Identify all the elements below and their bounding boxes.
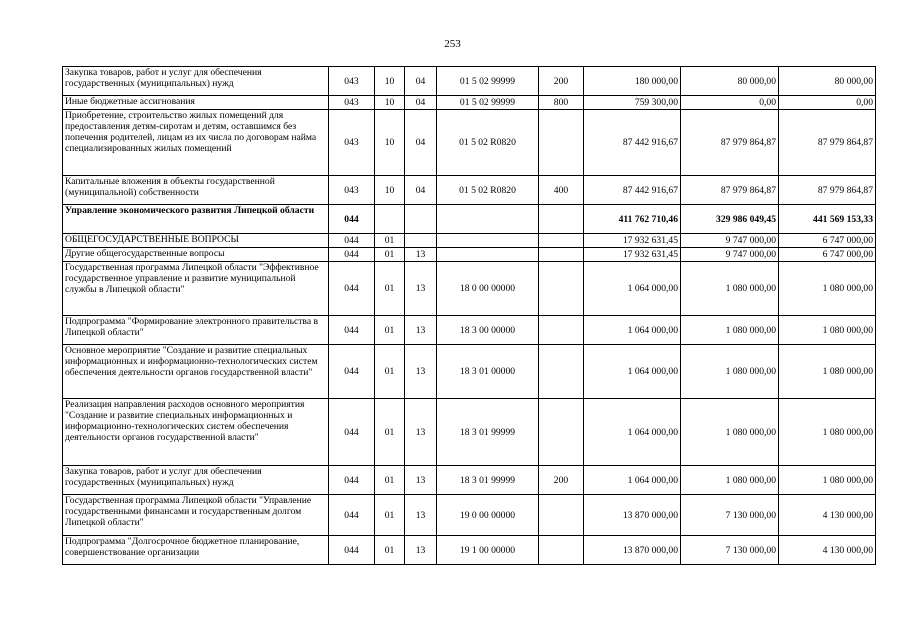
row-subsection-cell: 13: [405, 466, 437, 495]
row-amount-year2-cell: 80 000,00: [681, 67, 779, 96]
row-target-article-cell: 01 5 02 99999: [437, 96, 539, 110]
row-section-cell: 01: [375, 262, 405, 316]
row-amount-year3-cell: 4 130 000,00: [779, 495, 876, 536]
row-subsection-cell: 04: [405, 110, 437, 176]
table-row: [63, 110, 876, 176]
row-amount-year1-cell: 17 932 631,45: [584, 248, 681, 262]
row-subsection-cell: 04: [405, 176, 437, 205]
row-name-cell: ОБЩЕГОСУДАРСТВЕННЫЕ ВОПРОСЫ: [63, 234, 329, 248]
row-amount-year3-cell: 1 080 000,00: [779, 262, 876, 316]
row-name-cell: Подпрограмма "Формирование электронного правительства в Липецкой области": [63, 316, 329, 345]
table-row: [63, 96, 876, 110]
row-ministry-code-cell: 044: [329, 466, 375, 495]
row-target-article-cell: 18 3 01 00000: [437, 345, 539, 399]
row-ministry-code-cell: 044: [329, 205, 375, 234]
row-amount-year1-cell: 1 064 000,00: [584, 262, 681, 316]
row-amount-year1-cell: 13 870 000,00: [584, 536, 681, 565]
table-row: [63, 536, 876, 565]
row-name-cell: Закупка товаров, работ и услуг для обеспечения государственных (муниципальных) нужд: [63, 466, 329, 495]
row-amount-year2-cell: 9 747 000,00: [681, 234, 779, 248]
table-row: [63, 248, 876, 262]
row-amount-year1-cell: 17 932 631,45: [584, 234, 681, 248]
row-subsection-cell: 13: [405, 345, 437, 399]
row-expense-type-cell: [539, 316, 584, 345]
row-ministry-code-cell: 044: [329, 262, 375, 316]
row-expense-type-cell: 200: [539, 466, 584, 495]
row-ministry-code-cell: 044: [329, 345, 375, 399]
row-amount-year2-cell: 7 130 000,00: [681, 495, 779, 536]
row-subsection-cell: 13: [405, 495, 437, 536]
row-target-article-cell: 18 0 00 00000: [437, 262, 539, 316]
row-section-cell: 01: [375, 536, 405, 565]
row-amount-year2-cell: 1 080 000,00: [681, 345, 779, 399]
row-section-cell: [375, 205, 405, 234]
row-amount-year2-cell: 87 979 864,87: [681, 176, 779, 205]
table-row: [63, 495, 876, 536]
row-amount-year2-cell: 0,00: [681, 96, 779, 110]
row-name-cell: Управление экономического развития Липецкой области: [63, 205, 329, 234]
row-subsection-cell: 04: [405, 67, 437, 96]
row-subsection-cell: 04: [405, 96, 437, 110]
row-section-cell: 01: [375, 495, 405, 536]
row-subsection-cell: 13: [405, 399, 437, 466]
row-expense-type-cell: [539, 205, 584, 234]
row-ministry-code-cell: 043: [329, 67, 375, 96]
row-ministry-code-cell: 043: [329, 96, 375, 110]
row-expense-type-cell: 800: [539, 96, 584, 110]
row-target-article-cell: 01 5 02 R0820: [437, 176, 539, 205]
table-row: [63, 234, 876, 248]
row-section-cell: 10: [375, 176, 405, 205]
row-amount-year3-cell: 6 747 000,00: [779, 234, 876, 248]
row-section-cell: 10: [375, 110, 405, 176]
row-ministry-code-cell: 044: [329, 248, 375, 262]
row-expense-type-cell: 400: [539, 176, 584, 205]
row-name-cell: Подпрограмма "Долгосрочное бюджетное планирование, совершенствование организации: [63, 536, 329, 565]
row-target-article-cell: 18 3 00 00000: [437, 316, 539, 345]
row-name-cell: Другие общегосударственные вопросы: [63, 248, 329, 262]
row-target-article-cell: 18 3 01 99999: [437, 466, 539, 495]
row-target-article-cell: 01 5 02 99999: [437, 67, 539, 96]
row-amount-year3-cell: 80 000,00: [779, 67, 876, 96]
row-subsection-cell: [405, 205, 437, 234]
row-target-article-cell: [437, 234, 539, 248]
row-amount-year1-cell: 1 064 000,00: [584, 316, 681, 345]
row-amount-year3-cell: 87 979 864,87: [779, 110, 876, 176]
row-amount-year1-cell: 759 300,00: [584, 96, 681, 110]
row-expense-type-cell: [539, 248, 584, 262]
row-section-cell: 01: [375, 316, 405, 345]
row-expense-type-cell: [539, 536, 584, 565]
row-target-article-cell: 01 5 02 R0820: [437, 110, 539, 176]
row-target-article-cell: 19 1 00 00000: [437, 536, 539, 565]
row-name-cell: Государственная программа Липецкой области "Эффективное государственное управление и развитие муниципальной службы в Липецкой области": [63, 262, 329, 316]
row-ministry-code-cell: 044: [329, 316, 375, 345]
row-amount-year3-cell: 87 979 864,87: [779, 176, 876, 205]
row-section-cell: 01: [375, 234, 405, 248]
table-row: [63, 316, 876, 345]
row-amount-year3-cell: 6 747 000,00: [779, 248, 876, 262]
row-amount-year3-cell: 0,00: [779, 96, 876, 110]
table-row: [63, 205, 876, 234]
row-subsection-cell: 13: [405, 536, 437, 565]
row-amount-year1-cell: 13 870 000,00: [584, 495, 681, 536]
row-ministry-code-cell: 044: [329, 536, 375, 565]
row-target-article-cell: [437, 248, 539, 262]
row-target-article-cell: 19 0 00 00000: [437, 495, 539, 536]
row-ministry-code-cell: 043: [329, 110, 375, 176]
row-ministry-code-cell: 043: [329, 176, 375, 205]
row-expense-type-cell: [539, 262, 584, 316]
row-target-article-cell: [437, 205, 539, 234]
table-row: [63, 67, 876, 96]
row-section-cell: 10: [375, 67, 405, 96]
row-amount-year3-cell: 4 130 000,00: [779, 536, 876, 565]
row-name-cell: Закупка товаров, работ и услуг для обеспечения государственных (муниципальных) нужд: [63, 67, 329, 96]
row-name-cell: Реализация направления расходов основного мероприятия "Создание и развитие специальных информационных и информационно-технологических систем обеспечения деятельности органов государственной власти": [63, 399, 329, 466]
row-ministry-code-cell: 044: [329, 495, 375, 536]
row-name-cell: Приобретение, строительство жилых помещений для предоставления детям-сиротам и детям, оставшимся без попечения родителей, лицам из их числа по договорам найма специализированных жилых помещений: [63, 110, 329, 176]
row-expense-type-cell: [539, 495, 584, 536]
row-amount-year1-cell: 87 442 916,67: [584, 176, 681, 205]
row-amount-year3-cell: 441 569 153,33: [779, 205, 876, 234]
row-amount-year1-cell: 1 064 000,00: [584, 345, 681, 399]
row-name-cell: Основное мероприятие "Создание и развитие специальных информационных и информационно-технологических систем обеспечения деятельности органов государственной власти": [63, 345, 329, 399]
row-ministry-code-cell: 044: [329, 399, 375, 466]
row-amount-year2-cell: 1 080 000,00: [681, 316, 779, 345]
row-name-cell: Государственная программа Липецкой области "Управление государственными финансами и государственным долгом Липецкой области": [63, 495, 329, 536]
row-amount-year3-cell: 1 080 000,00: [779, 466, 876, 495]
row-amount-year2-cell: 1 080 000,00: [681, 399, 779, 466]
row-expense-type-cell: 200: [539, 67, 584, 96]
row-amount-year2-cell: 87 979 864,87: [681, 110, 779, 176]
row-amount-year2-cell: 9 747 000,00: [681, 248, 779, 262]
row-expense-type-cell: [539, 399, 584, 466]
row-subsection-cell: 13: [405, 262, 437, 316]
table-row: [63, 345, 876, 399]
row-amount-year1-cell: 411 762 710,46: [584, 205, 681, 234]
row-target-article-cell: 18 3 01 99999: [437, 399, 539, 466]
row-expense-type-cell: [539, 345, 584, 399]
row-amount-year3-cell: 1 080 000,00: [779, 399, 876, 466]
row-subsection-cell: [405, 234, 437, 248]
row-amount-year1-cell: 87 442 916,67: [584, 110, 681, 176]
page-number: 253: [444, 38, 461, 50]
row-section-cell: 01: [375, 466, 405, 495]
budget-table: [62, 66, 876, 565]
row-amount-year1-cell: 180 000,00: [584, 67, 681, 96]
row-expense-type-cell: [539, 110, 584, 176]
row-name-cell: Иные бюджетные ассигнования: [63, 96, 329, 110]
table-row: [63, 262, 876, 316]
row-name-cell: Капитальные вложения в объекты государственной (муниципальной) собственности: [63, 176, 329, 205]
table-row: [63, 176, 876, 205]
row-amount-year1-cell: 1 064 000,00: [584, 466, 681, 495]
row-section-cell: 10: [375, 96, 405, 110]
row-section-cell: 01: [375, 248, 405, 262]
row-amount-year3-cell: 1 080 000,00: [779, 316, 876, 345]
row-section-cell: 01: [375, 345, 405, 399]
row-amount-year1-cell: 1 064 000,00: [584, 399, 681, 466]
row-amount-year2-cell: 1 080 000,00: [681, 262, 779, 316]
row-section-cell: 01: [375, 399, 405, 466]
row-amount-year2-cell: 7 130 000,00: [681, 536, 779, 565]
row-amount-year2-cell: 329 986 049,45: [681, 205, 779, 234]
row-ministry-code-cell: 044: [329, 234, 375, 248]
row-subsection-cell: 13: [405, 316, 437, 345]
row-amount-year3-cell: 1 080 000,00: [779, 345, 876, 399]
row-subsection-cell: 13: [405, 248, 437, 262]
table-row: [63, 399, 876, 466]
table-row: [63, 466, 876, 495]
table-body: [63, 67, 876, 565]
row-amount-year2-cell: 1 080 000,00: [681, 466, 779, 495]
row-expense-type-cell: [539, 234, 584, 248]
